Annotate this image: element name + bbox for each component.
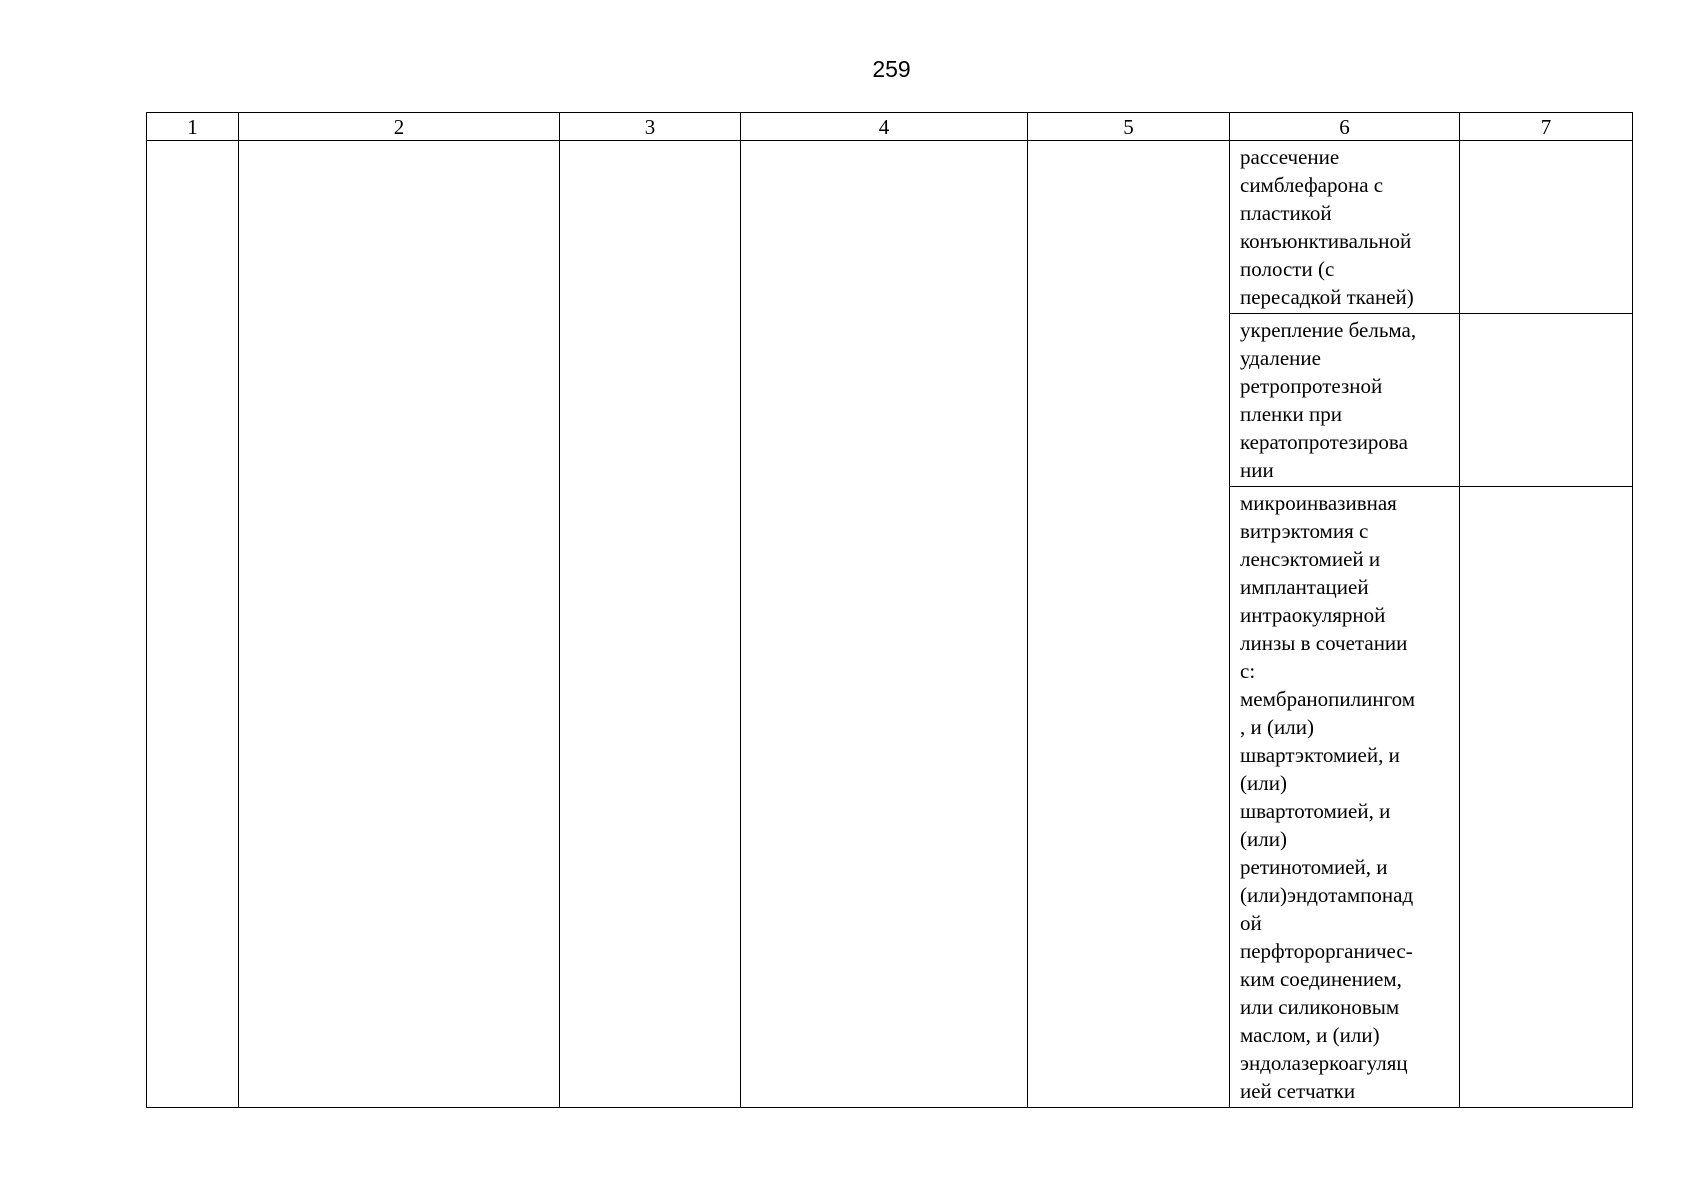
cell-text: микроинвазивная витрэктомия с ленсэктомией и имплантацией интраокулярной линзы в сочетании с: мембранопилингом , и (или) швартэктомией, и (или) швартотомией, и (или) ретинотомией, и (или)эндотампонад ой перфторорганичес- ким соединением, или силиконовым маслом, и (или) эндолазеркоагуляц ией сетчатки [1240,491,1416,1103]
column-header-5: 5 [1028,113,1230,141]
table-cell-col7 [1460,487,1633,1108]
column-header-2: 2 [239,113,560,141]
column-header-3: 3 [560,113,741,141]
table-cell-col6 [1230,487,1460,1108]
table-cell-col7 [1460,314,1633,487]
table-cell-col2 [239,141,560,1108]
table-row [147,141,1633,314]
table-cell-col3 [560,141,741,1108]
table-cell-col4 [741,141,1028,1108]
data-table [146,112,1633,1108]
cell-text: рассечение симблефарона с пластикой конъюнктивальной полости (с пересадкой тканей) [1240,145,1414,309]
column-header-7: 7 [1460,113,1633,141]
column-header-6: 6 [1230,113,1460,141]
table-cell-col7 [1460,141,1633,314]
page-number: 259 [872,56,911,82]
table-cell-col5 [1028,141,1230,1108]
column-header-4: 4 [741,113,1028,141]
table-body [147,141,1633,1108]
table-cell-col1 [147,141,239,1108]
table-cell-col6 [1230,314,1460,487]
table-cell-col6 [1230,141,1460,314]
cell-text: укрепление бельма, удаление ретропротезной пленки при кератопротезирова нии [1240,318,1417,482]
table-header [147,113,1633,141]
header-row [147,113,1633,141]
column-header-1: 1 [147,113,239,141]
